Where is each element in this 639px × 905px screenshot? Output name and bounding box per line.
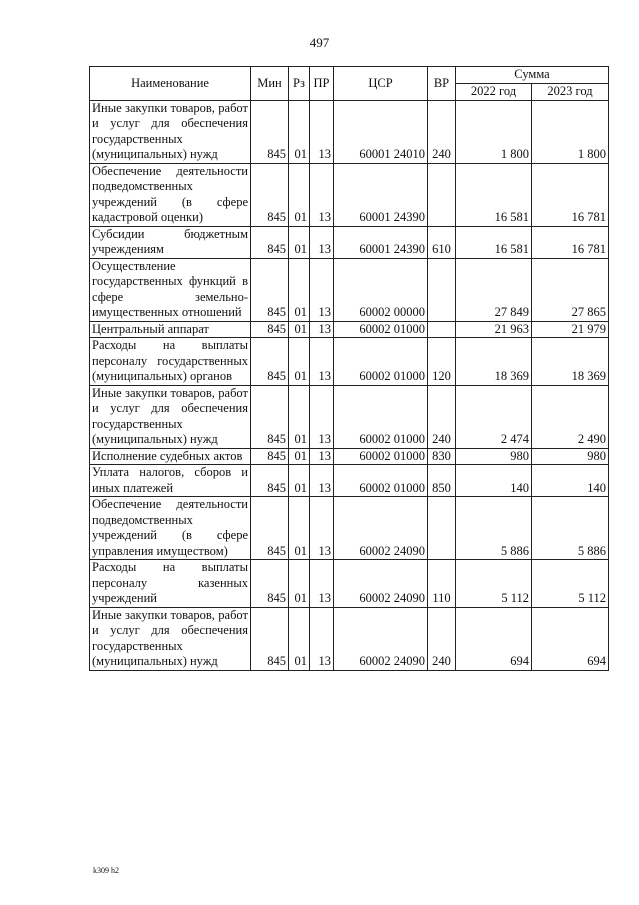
row-min: 845 [251,258,289,321]
row-csr: 60002 24090 [334,560,428,608]
header-vr: ВР [428,67,456,101]
row-csr: 60002 24090 [334,497,428,560]
row-sum-2022: 27 849 [456,258,532,321]
row-name: Уплата налогов, сборов и иных платежей [90,465,251,497]
row-vr: 120 [428,338,456,386]
row-pr: 13 [310,338,334,386]
row-rz: 01 [289,258,310,321]
row-name: Субсидии бюджетным учреждениям [90,226,251,258]
row-min: 845 [251,497,289,560]
row-csr: 60002 00000 [334,258,428,321]
row-name: Иные закупки товаров, работ и услуг для обеспечения государственных (муниципальных) нужд [90,385,251,448]
footer-code: k309 h2 [93,866,119,875]
row-pr: 13 [310,560,334,608]
row-vr [428,497,456,560]
row-csr: 60001 24390 [334,226,428,258]
row-pr: 13 [310,258,334,321]
table-row [90,465,609,497]
header-pr: ПР [310,67,334,101]
row-rz: 01 [289,100,310,163]
table-body [90,100,609,670]
row-min: 845 [251,163,289,226]
header-year-2023: 2023 год [532,83,609,100]
row-min: 845 [251,448,289,465]
row-sum-2022: 694 [456,607,532,670]
row-sum-2023: 16 781 [532,163,609,226]
row-min: 845 [251,100,289,163]
row-csr: 60001 24010 [334,100,428,163]
row-sum-2023: 5 112 [532,560,609,608]
row-vr [428,258,456,321]
row-sum-2022: 5 886 [456,497,532,560]
row-csr: 60002 01000 [334,321,428,338]
row-min: 845 [251,338,289,386]
row-vr: 830 [428,448,456,465]
row-min: 845 [251,321,289,338]
table-row [90,258,609,321]
table-row [90,385,609,448]
table-row [90,100,609,163]
row-rz: 01 [289,560,310,608]
row-vr: 240 [428,100,456,163]
row-sum-2022: 18 369 [456,338,532,386]
page-number: 497 [309,35,330,50]
row-min: 845 [251,560,289,608]
row-csr: 60002 01000 [334,448,428,465]
row-sum-2022: 980 [456,448,532,465]
row-name: Расходы на выплаты персоналу государственных (муниципальных) органов [90,338,251,386]
header-name: Наименование [90,67,251,101]
row-name: Иные закупки товаров, работ и услуг для обеспечения государственных (муниципальных) нужд [90,607,251,670]
row-min: 845 [251,226,289,258]
table-row [90,226,609,258]
row-pr: 13 [310,163,334,226]
header-min: Мин [251,67,289,101]
row-pr: 13 [310,100,334,163]
row-sum-2023: 27 865 [532,258,609,321]
row-name: Обеспечение деятельности подведомственных учреждений (в сфере управления имуществом) [90,497,251,560]
row-rz: 01 [289,163,310,226]
row-sum-2022: 16 581 [456,163,532,226]
row-sum-2023: 2 490 [532,385,609,448]
row-vr: 610 [428,226,456,258]
row-pr: 13 [310,321,334,338]
row-rz: 01 [289,385,310,448]
header-csr: ЦСР [334,67,428,101]
row-sum-2023: 1 800 [532,100,609,163]
header-rz: Рз [289,67,310,101]
row-vr: 240 [428,385,456,448]
table-row [90,497,609,560]
row-rz: 01 [289,321,310,338]
row-rz: 01 [289,226,310,258]
row-name: Исполнение судебных актов [90,448,251,465]
row-vr: 850 [428,465,456,497]
budget-table [89,66,609,671]
row-sum-2023: 5 886 [532,497,609,560]
header-sum: Сумма [456,67,609,84]
row-sum-2023: 694 [532,607,609,670]
row-name: Осуществление государственных функций в сфере земельно-имущественных отношений [90,258,251,321]
row-min: 845 [251,465,289,497]
row-name: Обеспечение деятельности подведомственных учреждений (в сфере кадастровой оценки) [90,163,251,226]
row-sum-2023: 21 979 [532,321,609,338]
row-name: Центральный аппарат [90,321,251,338]
row-vr: 240 [428,607,456,670]
row-vr [428,163,456,226]
table-header [90,67,609,101]
row-rz: 01 [289,448,310,465]
row-sum-2023: 140 [532,465,609,497]
row-pr: 13 [310,226,334,258]
row-sum-2022: 16 581 [456,226,532,258]
row-rz: 01 [289,465,310,497]
row-csr: 60002 24090 [334,607,428,670]
row-pr: 13 [310,385,334,448]
table-row [90,338,609,386]
row-sum-2022: 21 963 [456,321,532,338]
row-sum-2022: 1 800 [456,100,532,163]
row-pr: 13 [310,607,334,670]
row-sum-2023: 18 369 [532,338,609,386]
row-vr [428,321,456,338]
row-csr: 60002 01000 [334,465,428,497]
row-rz: 01 [289,607,310,670]
row-rz: 01 [289,338,310,386]
row-pr: 13 [310,448,334,465]
row-csr: 60002 01000 [334,338,428,386]
row-csr: 60002 01000 [334,385,428,448]
row-min: 845 [251,385,289,448]
table-row [90,163,609,226]
row-sum-2023: 16 781 [532,226,609,258]
row-pr: 13 [310,465,334,497]
table-row [90,607,609,670]
row-name: Иные закупки товаров, работ и услуг для обеспечения государственных (муниципальных) нужд [90,100,251,163]
table-row [90,560,609,608]
table-row [90,448,609,465]
row-pr: 13 [310,497,334,560]
row-sum-2022: 2 474 [456,385,532,448]
row-csr: 60001 24390 [334,163,428,226]
row-sum-2023: 980 [532,448,609,465]
row-rz: 01 [289,497,310,560]
table-row [90,321,609,338]
row-vr: 110 [428,560,456,608]
row-sum-2022: 140 [456,465,532,497]
row-name: Расходы на выплаты персоналу казенных учреждений [90,560,251,608]
header-year-2022: 2022 год [456,83,532,100]
row-min: 845 [251,607,289,670]
row-sum-2022: 5 112 [456,560,532,608]
